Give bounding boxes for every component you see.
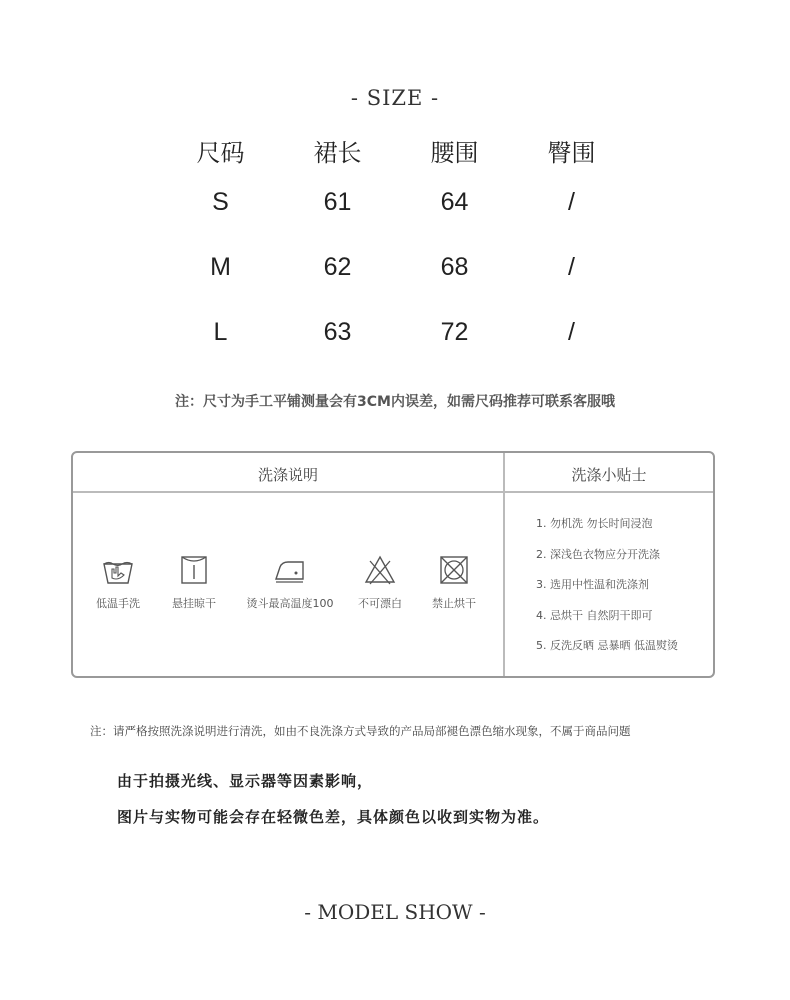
cell-length: 62 bbox=[323, 253, 352, 281]
header-size: 尺码 bbox=[196, 138, 245, 167]
hang-dry-icon bbox=[177, 553, 211, 587]
header-waist: 腰围 bbox=[430, 138, 479, 167]
wash-instructions-header: 洗涤说明 bbox=[257, 466, 318, 484]
table-row bbox=[162, 300, 630, 365]
care-note: 注：请严格按照洗涤说明进行清洗，如由不良洗涤方式导致的产品局部褪色漂色缩水现象，不属于商品问题 bbox=[90, 724, 631, 738]
cell-size: M bbox=[210, 253, 231, 281]
cell-size: L bbox=[213, 318, 228, 346]
cell-length: 63 bbox=[323, 318, 352, 346]
cell-hip: / bbox=[568, 253, 575, 281]
table-row bbox=[162, 235, 630, 300]
cell-size: S bbox=[212, 188, 229, 216]
hand-wash-icon bbox=[101, 553, 135, 587]
list-item: 2. 深浅色衣物应分开洗涤 bbox=[536, 547, 660, 561]
box-divider-vertical bbox=[503, 453, 505, 676]
no-bleach-icon bbox=[363, 553, 397, 587]
care-label: 悬挂晾干 bbox=[172, 597, 216, 610]
cell-hip: / bbox=[568, 188, 575, 216]
care-item-hang-dry bbox=[153, 553, 235, 611]
care-label: 不可漂白 bbox=[358, 597, 402, 610]
care-label: 禁止烘干 bbox=[432, 597, 476, 610]
table-row bbox=[162, 170, 630, 235]
header-hip: 臀围 bbox=[547, 138, 596, 167]
cell-length: 61 bbox=[323, 188, 352, 216]
wash-tips-header: 洗涤小贴士 bbox=[571, 466, 647, 484]
care-icons-row bbox=[83, 553, 493, 611]
list-item: 1. 勿机洗 勿长时间浸泡 bbox=[536, 517, 653, 530]
cell-hip: / bbox=[568, 318, 575, 346]
size-table bbox=[162, 130, 630, 365]
header-length: 裙长 bbox=[313, 138, 362, 167]
no-tumble-dry-icon bbox=[437, 553, 471, 587]
cell-waist: 72 bbox=[440, 318, 469, 346]
care-item-iron bbox=[235, 553, 345, 611]
care-instructions-box bbox=[71, 451, 715, 678]
iron-icon bbox=[273, 553, 307, 587]
cell-waist: 64 bbox=[440, 188, 469, 216]
care-item-no-tumble-dry bbox=[415, 553, 493, 611]
size-section-title: - SIZE - bbox=[350, 86, 440, 110]
care-item-no-bleach bbox=[345, 553, 415, 611]
wash-tips-list bbox=[536, 515, 678, 668]
size-table-header bbox=[162, 130, 630, 170]
care-label: 烫斗最高温度100 bbox=[246, 597, 334, 610]
model-show-title: - MODEL SHOW - bbox=[304, 900, 486, 924]
box-divider-horizontal bbox=[73, 491, 713, 493]
cell-waist: 68 bbox=[440, 253, 469, 281]
disclaimer-line-2: 图片与实物可能会存在轻微色差，具体颜色以收到实物为准。 bbox=[117, 808, 550, 826]
disclaimer-line-1: 由于拍摄光线、显示器等因素影响， bbox=[117, 772, 374, 790]
measurement-note: 注：尺寸为手工平铺测量会有3CM内误差，如需尺码推荐可联系客服哦 bbox=[175, 394, 615, 410]
list-item: 5. 反洗反晒 忌暴晒 低温熨烫 bbox=[536, 639, 678, 652]
list-item: 4. 忌烘干 自然阴干即可 bbox=[536, 608, 653, 622]
care-item-hand-wash bbox=[83, 553, 153, 611]
list-item: 3. 选用中性温和洗涤剂 bbox=[536, 578, 649, 591]
care-label: 低温手洗 bbox=[96, 597, 140, 610]
